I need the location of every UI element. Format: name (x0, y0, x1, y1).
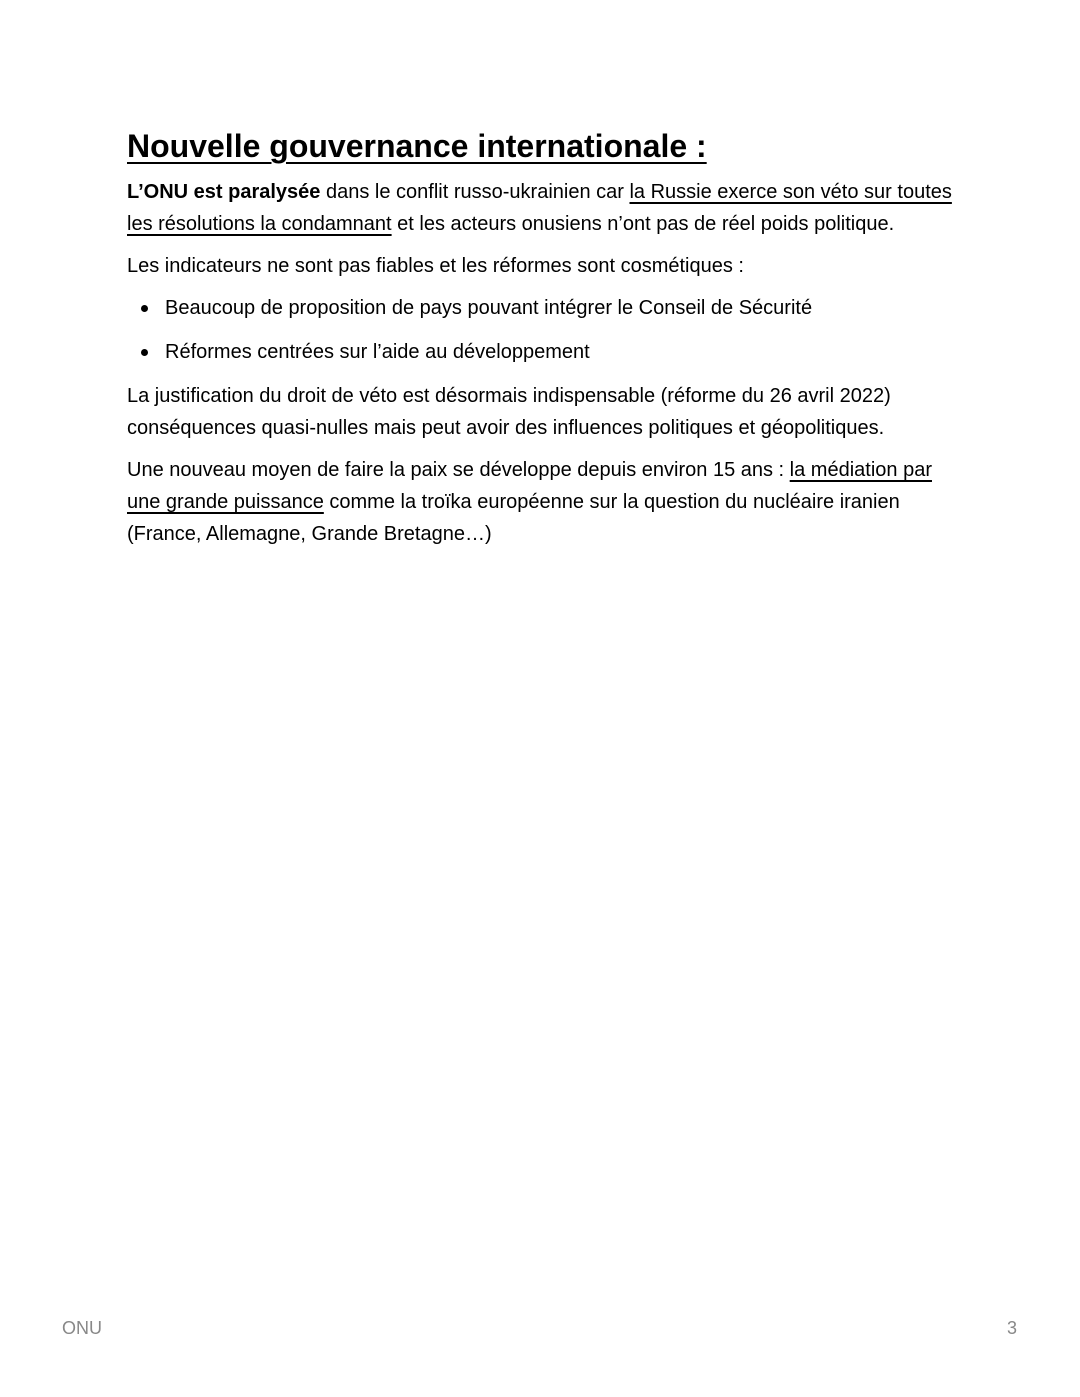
bullet-list (127, 292, 957, 368)
paragraph-text: comme la troïka européenne sur la question du nucléaire iranien (France, Allemagne, Grande Bretagne…) (127, 491, 900, 545)
page-content (127, 126, 957, 560)
underlined-phrase: la médiation par une grande puissance (127, 459, 932, 513)
bullet-icon (141, 305, 148, 312)
paragraph-indicators: Les indicateurs ne sont pas fiables et les réformes sont cosmétiques : (127, 255, 744, 277)
underlined-phrase: la Russie exerce son véto sur toutes les résolutions la condamnant (127, 181, 952, 235)
list-item (165, 292, 957, 324)
paragraph-mediation (127, 454, 957, 550)
paragraph-veto-justification: La justification du droit de véto est désormais indispensable (réforme du 26 avril 2022) conséquences quasi-nulles mais peut avoir des influences politiques et géopolitiques. (127, 385, 891, 439)
list-item-text: Beaucoup de proposition de pays pouvant intégrer le Conseil de Sécurité (165, 297, 813, 319)
bold-phrase: L’ONU est paralysée (127, 181, 321, 203)
section-heading: Nouvelle gouvernance internationale : (127, 128, 707, 164)
list-item (165, 336, 957, 368)
footer-title: ONU (62, 1318, 102, 1338)
paragraph-text: et les acteurs onusiens n’ont pas de réel poids politique. (391, 213, 895, 235)
bullet-icon (141, 349, 148, 356)
paragraph-onu-paralysis (127, 176, 957, 240)
paragraph-text: dans le conflit russo-ukrainien car (320, 181, 630, 203)
paragraph-text: Une nouveau moyen de faire la paix se développe depuis environ 15 ans : (127, 459, 790, 481)
page-number: 3 (1006, 1318, 1017, 1338)
list-item-text: Réformes centrées sur l’aide au développement (165, 341, 590, 363)
